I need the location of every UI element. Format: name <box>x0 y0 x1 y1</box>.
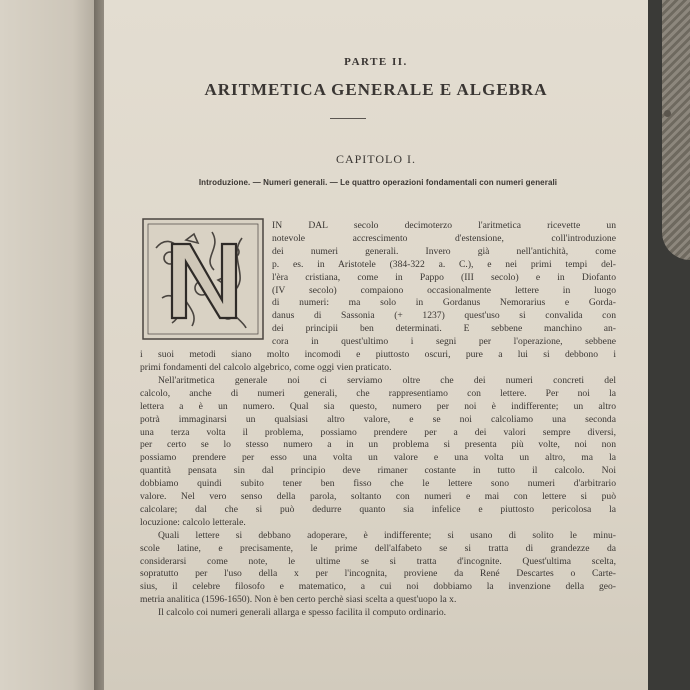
text-line: p. es. in Aristotele (384-322 a. C.), e nei primi tempi del- <box>272 258 616 270</box>
background-dot <box>664 110 671 117</box>
background-cloth <box>662 0 690 260</box>
text-line: considerarsi come note, le ultime se si tratta d'incognite. Quest'ultima scelta, <box>140 555 616 567</box>
text-line: Nell'aritmetica generale noi ci serviamo oltre che dei numeri concreti del <box>158 374 616 386</box>
text-line: Quali lettere si debbano adoperare, è indifferente; si usano di solito le minu- <box>158 529 616 541</box>
text-line: sius, il celebre filosofo e matematico, a cui noi dobbiamo la invenzione della geo- <box>140 581 616 593</box>
part-heading: PARTE II. <box>344 56 408 68</box>
text-line: calcolo, anche di numeri generali, che rappresentiamo con lettere. Per noi la <box>140 387 616 399</box>
text-line: scole latine, e precisamente, le prime dell'alfabeto se si tratta di grandezze da <box>140 542 616 554</box>
text-line: notevole accrescimento d'estensione, coll'introduzione <box>272 232 616 244</box>
text-line: primi fondamenti del calcolo algebrico, come oggi vien praticato. <box>140 361 392 373</box>
text-line: (IV secolo) compaiono occasionalmente lettere in luogo <box>272 284 616 296</box>
text-line: sopratutto per l'uso della x per l'incognita, proviene da René Descartes o Carte- <box>140 568 616 580</box>
text-line: potrà immaginarsi un qualsiasi altro valore, e se noi calcoliamo una seconda <box>140 413 616 425</box>
text-line: i suoi metodi siano molto incomodi e piuttosto oscuri, pure a lui si debbono i <box>140 349 616 361</box>
page-title: ARITMETICA GENERALE E ALGEBRA <box>204 80 548 99</box>
text-line: lettera a è un numero. Qual sia questo, numero per noi è indifferente; un altro <box>140 400 616 412</box>
text-line: Il calcolo coi numeri generali allarga e spesso facilita il computo ordinario. <box>158 607 447 619</box>
chapter-heading: CAPITOLO I. <box>335 152 417 166</box>
text-line: quantità pensata sin dal principio deve rimaner costante in tutto il calcolo. Noi <box>140 465 616 477</box>
text-line: l'èra cristiana, come in Pappo (III secolo) e in Diofanto <box>272 271 616 283</box>
text-line: dobbiamo quindi subito tener ben fisso che le lettere sono numeri d'arbitrario <box>140 478 616 490</box>
text-line: metria analitica (1596-1650). Non è ben certo perchè siasi scelta a quest'uopo la x. <box>140 594 457 606</box>
text-line: danus di Sassonia (+ 1237) quest'uso si convalida con <box>272 310 616 322</box>
text-line: di numeri: ma solo in Gordanus Nemorarius e Gorda- <box>272 297 616 309</box>
text-line: una terza volta il problema, possiamo prendere per a dei valori sempre diversi, <box>140 426 616 438</box>
text-line: dei principii ben determinati. E sebbene manchino an- <box>272 323 616 335</box>
title-rule <box>330 118 366 119</box>
text-line: IN DAL secolo decimoterzo l'aritmetica ricevette un <box>272 220 616 231</box>
text-line: possiamo prendere per esso una volta un valore e una volta un altro, ma la <box>140 452 616 464</box>
text-line: cora in quest'ultimo i segni per l'operazione, sebbene <box>272 336 616 348</box>
chapter-subtitle: Introduzione. — Numeri generali. — Le quattro operazioni fondamentali con numeri generali <box>198 178 558 187</box>
text-line: dei numeri generali. Invero già nell'antichità, come <box>272 245 616 257</box>
left-page-edge <box>0 0 104 690</box>
text-line: locuzione: calcolo letterale. <box>140 516 246 528</box>
text-line: per certo se lo stesso numero a in un problema si presenta più volte, noi non <box>140 439 616 451</box>
text-line: calcolare; dal che si può dedurre quanto sia infelice e piuttosto pericolosa la <box>140 503 616 515</box>
book-page <box>104 0 648 690</box>
body-text <box>140 220 616 620</box>
text-line: valore. Nel vero senso della parola, soltanto con numeri e mai con lettere si può <box>140 491 616 503</box>
